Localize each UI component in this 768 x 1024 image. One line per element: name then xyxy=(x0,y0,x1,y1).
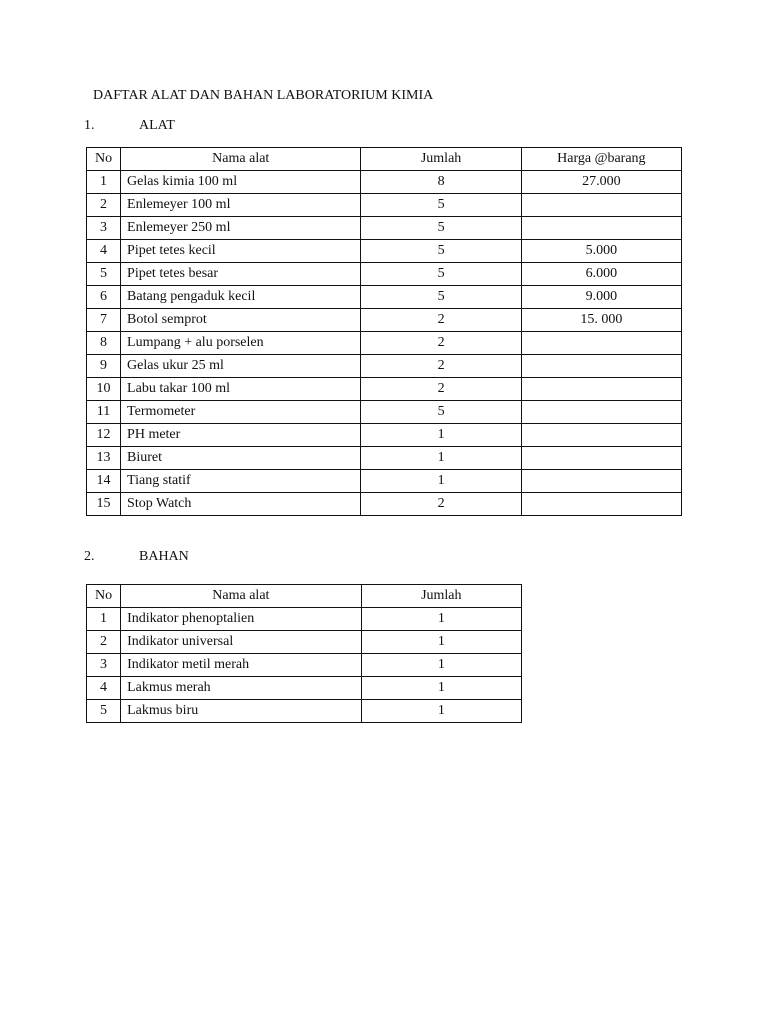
table-row xyxy=(87,700,522,723)
cell-no: 7 xyxy=(87,309,121,332)
cell-jumlah: 5 xyxy=(361,286,521,309)
table-row xyxy=(87,171,682,194)
section-title: BAHAN xyxy=(139,549,189,564)
section-title: ALAT xyxy=(139,118,175,133)
column-header-no: No xyxy=(87,148,121,171)
cell-harga xyxy=(521,194,681,217)
cell-jumlah: 5 xyxy=(361,401,521,424)
cell-no: 3 xyxy=(87,217,121,240)
cell-nama-alat: Gelas kimia 100 ml xyxy=(121,171,361,194)
cell-harga: 5.000 xyxy=(521,240,681,263)
table-row xyxy=(87,401,682,424)
cell-jumlah: 2 xyxy=(361,493,521,516)
cell-no: 15 xyxy=(87,493,121,516)
cell-jumlah: 2 xyxy=(361,309,521,332)
cell-jumlah: 1 xyxy=(361,654,521,677)
cell-no: 3 xyxy=(87,654,121,677)
cell-no: 14 xyxy=(87,470,121,493)
cell-no: 12 xyxy=(87,424,121,447)
cell-jumlah: 1 xyxy=(361,424,521,447)
table-header-row xyxy=(87,148,682,171)
cell-nama-alat: Indikator phenoptalien xyxy=(121,608,362,631)
table-row xyxy=(87,447,682,470)
table-row xyxy=(87,194,682,217)
cell-harga: 9.000 xyxy=(521,286,681,309)
cell-harga xyxy=(521,470,681,493)
table-row xyxy=(87,355,682,378)
table-row xyxy=(87,654,522,677)
cell-nama-alat: Gelas ukur 25 ml xyxy=(121,355,361,378)
table-row xyxy=(87,677,522,700)
cell-jumlah: 1 xyxy=(361,608,521,631)
cell-nama-alat: Lumpang + alu porselen xyxy=(121,332,361,355)
section-number: 1. xyxy=(84,118,95,133)
column-header-no: No xyxy=(87,585,121,608)
cell-harga xyxy=(521,355,681,378)
table-header-row xyxy=(87,585,522,608)
cell-nama-alat: Labu takar 100 ml xyxy=(121,378,361,401)
table-row xyxy=(87,493,682,516)
table-row xyxy=(87,286,682,309)
cell-no: 5 xyxy=(87,700,121,723)
table-row xyxy=(87,424,682,447)
cell-jumlah: 5 xyxy=(361,240,521,263)
cell-jumlah: 1 xyxy=(361,631,521,654)
cell-nama-alat: Lakmus biru xyxy=(121,700,362,723)
cell-harga xyxy=(521,401,681,424)
cell-harga xyxy=(521,493,681,516)
cell-nama-alat: Batang pengaduk kecil xyxy=(121,286,361,309)
cell-jumlah: 1 xyxy=(361,470,521,493)
table-row xyxy=(87,240,682,263)
cell-harga xyxy=(521,424,681,447)
cell-no: 6 xyxy=(87,286,121,309)
cell-no: 10 xyxy=(87,378,121,401)
cell-nama-alat: Indikator universal xyxy=(121,631,362,654)
column-header-nama-alat: Nama alat xyxy=(121,148,361,171)
cell-nama-alat: Lakmus merah xyxy=(121,677,362,700)
bahan-table xyxy=(86,584,522,723)
cell-nama-alat: Pipet tetes besar xyxy=(121,263,361,286)
cell-nama-alat: Enlemeyer 100 ml xyxy=(121,194,361,217)
cell-nama-alat: Botol semprot xyxy=(121,309,361,332)
cell-jumlah: 2 xyxy=(361,378,521,401)
cell-harga: 6.000 xyxy=(521,263,681,286)
section-heading-alat xyxy=(84,117,175,135)
cell-harga: 27.000 xyxy=(521,171,681,194)
table-row xyxy=(87,309,682,332)
cell-no: 1 xyxy=(87,171,121,194)
cell-jumlah: 2 xyxy=(361,355,521,378)
table-row xyxy=(87,470,682,493)
table-row xyxy=(87,608,522,631)
cell-harga xyxy=(521,332,681,355)
cell-jumlah: 1 xyxy=(361,700,521,723)
cell-jumlah: 1 xyxy=(361,677,521,700)
cell-jumlah: 1 xyxy=(361,447,521,470)
cell-no: 2 xyxy=(87,631,121,654)
cell-harga: 15. 000 xyxy=(521,309,681,332)
cell-harga xyxy=(521,217,681,240)
cell-no: 2 xyxy=(87,194,121,217)
cell-jumlah: 5 xyxy=(361,194,521,217)
cell-harga xyxy=(521,447,681,470)
alat-table xyxy=(86,147,682,516)
column-header-harga: Harga @barang xyxy=(521,148,681,171)
cell-jumlah: 5 xyxy=(361,263,521,286)
cell-nama-alat: Enlemeyer 250 ml xyxy=(121,217,361,240)
cell-nama-alat: Tiang statif xyxy=(121,470,361,493)
cell-harga xyxy=(521,378,681,401)
cell-nama-alat: Indikator metil merah xyxy=(121,654,362,677)
cell-no: 1 xyxy=(87,608,121,631)
column-header-jumlah: Jumlah xyxy=(361,585,521,608)
cell-no: 4 xyxy=(87,677,121,700)
section-heading-bahan xyxy=(84,548,189,566)
column-header-nama-alat: Nama alat xyxy=(121,585,362,608)
cell-no: 13 xyxy=(87,447,121,470)
cell-jumlah: 5 xyxy=(361,217,521,240)
cell-jumlah: 8 xyxy=(361,171,521,194)
cell-nama-alat: PH meter xyxy=(121,424,361,447)
cell-no: 5 xyxy=(87,263,121,286)
cell-no: 9 xyxy=(87,355,121,378)
column-header-jumlah: Jumlah xyxy=(361,148,521,171)
cell-jumlah: 2 xyxy=(361,332,521,355)
table-row xyxy=(87,263,682,286)
table-row xyxy=(87,217,682,240)
cell-nama-alat: Biuret xyxy=(121,447,361,470)
table-row xyxy=(87,332,682,355)
table-row xyxy=(87,378,682,401)
cell-nama-alat: Termometer xyxy=(121,401,361,424)
document-title: DAFTAR ALAT DAN BAHAN LABORATORIUM KIMIA xyxy=(93,88,434,103)
cell-nama-alat: Stop Watch xyxy=(121,493,361,516)
table-row xyxy=(87,631,522,654)
cell-no: 11 xyxy=(87,401,121,424)
cell-no: 8 xyxy=(87,332,121,355)
cell-nama-alat: Pipet tetes kecil xyxy=(121,240,361,263)
cell-no: 4 xyxy=(87,240,121,263)
section-number: 2. xyxy=(84,549,95,564)
